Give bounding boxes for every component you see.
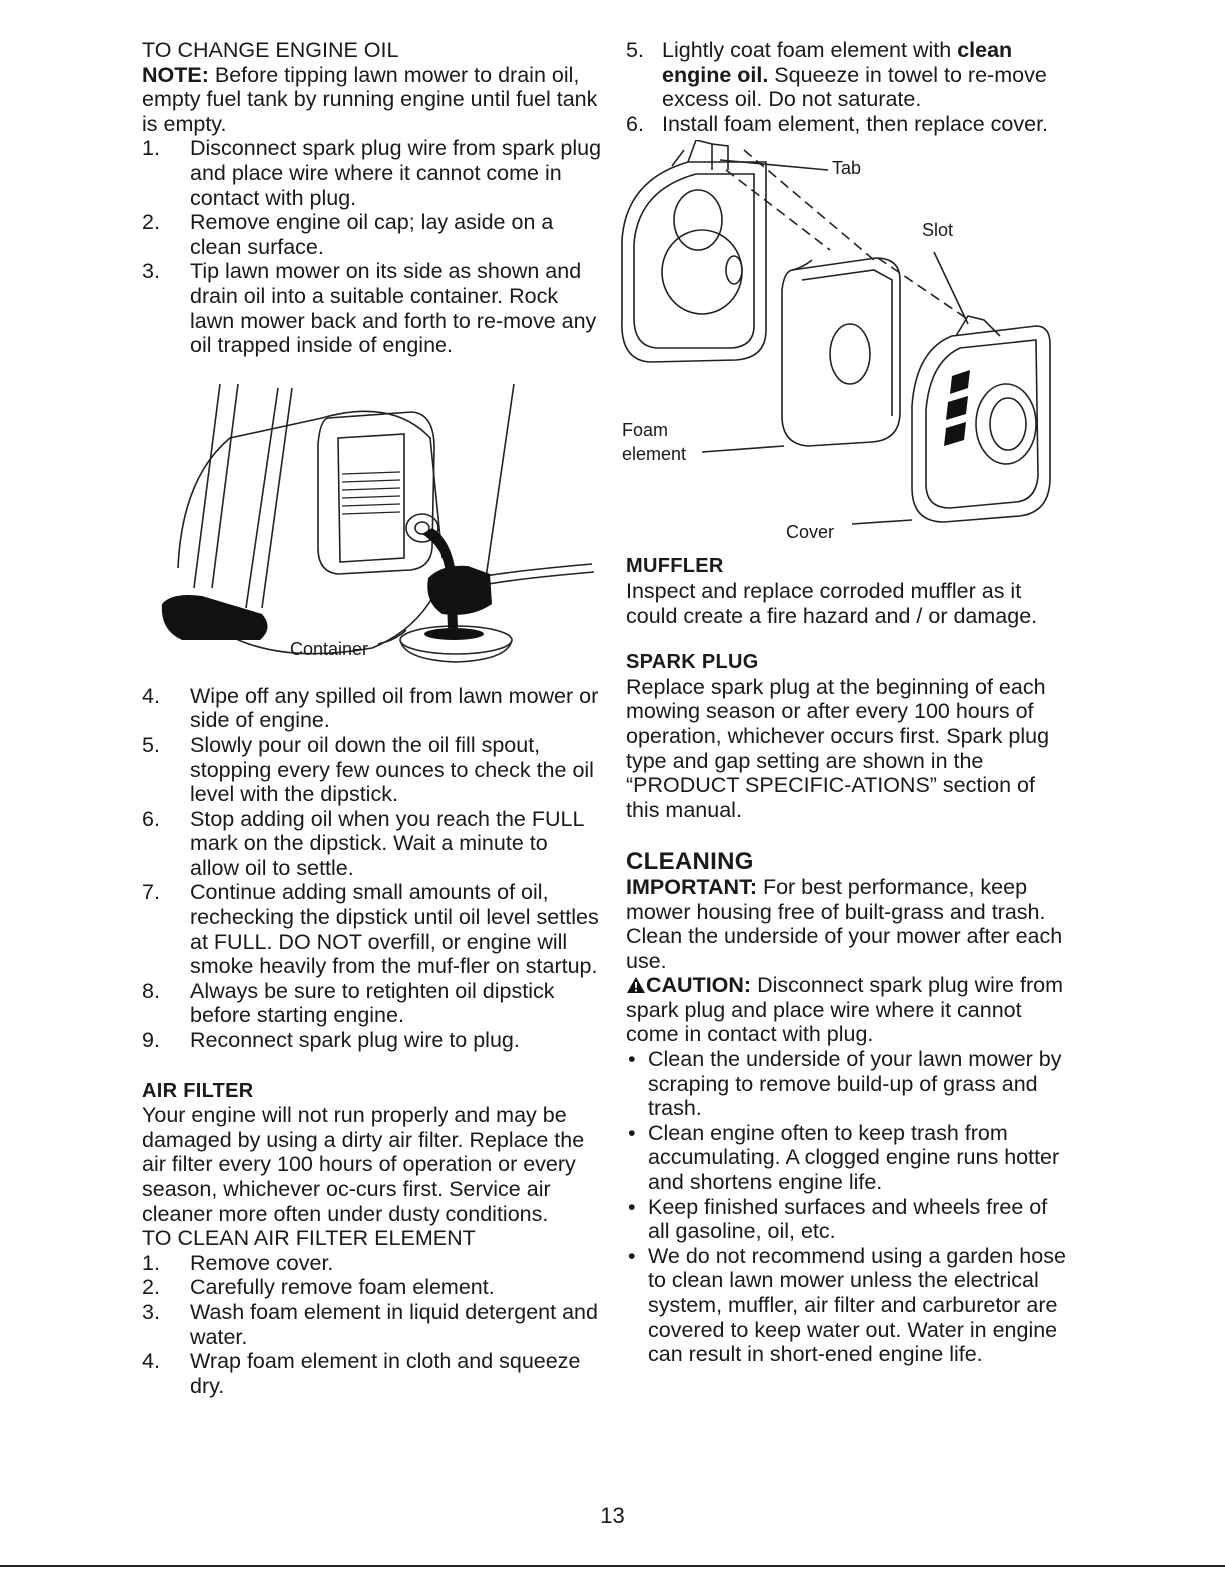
step-text: Remove cover.: [190, 1250, 334, 1275]
step-text: Always be sure to retighten oil dipstick before starting engine.: [190, 978, 555, 1028]
list-item: [142, 1251, 602, 1276]
oil-steps-list-b: [142, 684, 602, 1053]
step-text: Install foam element, then replace cover.: [662, 111, 1049, 136]
spark-plug-text: Replace spark plug at the beginning of each mowing season or after every 100 hours of operation, whichever occurs first. Spark plug type and gap setting are shown in the “PRODUCT SPECIFIC-ATIONS” section of this manual.: [626, 674, 1050, 822]
list-item: • Clean the underside of your lawn mower by scraping to remove build-up of grass and trash.: [628, 1047, 1062, 1121]
step-text: Carefully remove foam element.: [190, 1275, 495, 1300]
step-number: 1.: [142, 136, 160, 161]
step-text: Reconnect spark plug wire to plug.: [190, 1028, 520, 1053]
oil-steps-list-a: [142, 136, 602, 357]
important-text: For best performance, keep mower housing free of built-grass and trash. Clean the underside of your mower after each use.: [626, 874, 1063, 973]
list-item: [626, 112, 1066, 137]
step-text: Disconnect spark plug wire from spark plug and place wire where it cannot come in contact with plug.: [190, 136, 602, 210]
step-text: Wrap foam element in cloth and squeeze dry.: [190, 1349, 581, 1398]
muffler-heading: MUFFLER: [626, 555, 724, 578]
clean-air-filter-heading: TO CLEAN AIR FILTER ELEMENT: [142, 1226, 476, 1251]
bottom-rule: [0, 1565, 1225, 1567]
note-label: NOTE:: [142, 62, 209, 87]
list-item: [142, 1028, 602, 1053]
step-number: 4.: [142, 1349, 160, 1374]
slot-label: Slot: [922, 220, 954, 241]
step-number: 6.: [142, 806, 160, 831]
important-paragraph: [626, 875, 1066, 973]
foam-label-line2: element: [622, 444, 687, 465]
list-item: [142, 807, 602, 881]
list-item: [142, 210, 602, 259]
step-text-bold: clean engine oil.: [662, 38, 1013, 87]
step-text: Wash foam element in liquid detergent and water.: [190, 1299, 598, 1349]
bullet-text: Clean engine often to keep trash from accumulating. A clogged engine runs hotter and shortens engine life.: [648, 1120, 1060, 1195]
step-text: Wipe off any spilled oil from lawn mower or side of engine.: [190, 683, 599, 733]
list-item: [142, 733, 602, 807]
container-label: Container: [290, 638, 369, 659]
list-item: [142, 979, 602, 1028]
tab-label: Tab: [832, 158, 862, 179]
air-filter-text: Your engine will not run properly and may be damaged by using a dirty air filter. Replace the air filter every 100 hours of operation or every season, whichever oc-curs first. Service air cleaner more often under dusty conditions.: [142, 1103, 585, 1226]
note-text: Before tipping lawn mower to drain oil, empty fuel tank by running engine until fuel tank is empty.: [142, 62, 598, 136]
list-item: • We do not recommend using a garden hose to clean lawn mower unless the electrical system, muffler, air filter and carburetor are covered to keep water out. Water in engine can result in short-ened engine life.: [628, 1243, 1066, 1367]
step-text: Slowly pour oil down the oil fill spout, stopping every few ounces to check the oil level with the dipstick.: [190, 732, 594, 807]
step-number: 1.: [142, 1250, 160, 1275]
step-text: Continue adding small amounts of oil, rechecking the dipstick until oil level settles at FULL. DO NOT overfill, or engine will smoke heavily from the muf-fler on startup.: [190, 880, 599, 979]
cleaning-heading: CLEANING: [626, 848, 754, 876]
step-number: 3.: [142, 259, 160, 284]
bullet-text: We do not recommend using a garden hose to clean lawn mower unless the electrical system, muffler, air filter and carburetor are covered to keep water out. Water in engine can result in short-ened engine life.: [648, 1243, 1066, 1367]
foam-label-line1: Foam: [622, 420, 669, 441]
caution-label: CAUTION:: [646, 973, 752, 998]
spark-plug-heading: SPARK PLUG: [626, 651, 759, 674]
step-number: 5.: [142, 732, 160, 757]
step-text: Stop adding oil when you reach the FULL mark on the dipstick. Wait a minute to allow oil to settle.: [190, 806, 584, 880]
list-item: [142, 684, 602, 733]
list-item: [142, 880, 602, 978]
step-number: 4.: [142, 683, 160, 708]
air-filter-steps-list: [142, 1251, 602, 1399]
step-number: 3.: [142, 1299, 160, 1324]
warning-icon: [626, 976, 646, 994]
bullet-text: Keep finished surfaces and wheels free of all gasoline, oil, etc.: [648, 1194, 1048, 1244]
bullet-text: Clean the underside of your lawn mower by scraping to remove build-up of grass and trash.: [648, 1047, 1062, 1121]
caution-paragraph: [626, 973, 1066, 1047]
oil-change-heading: TO CHANGE ENGINE OIL: [142, 38, 399, 62]
step-number: 2.: [142, 1275, 160, 1300]
step-number: 6.: [626, 111, 644, 136]
important-label: IMPORTANT:: [626, 874, 757, 899]
list-item: • Keep finished surfaces and wheels free of all gasoline, oil, etc.: [628, 1194, 1048, 1244]
cleaning-bullet-list: [626, 1047, 1066, 1367]
list-item: [142, 136, 602, 210]
list-item: • Clean engine often to keep trash from accumulating. A clogged engine runs hotter and shortens engine life.: [628, 1120, 1060, 1195]
step-text: Remove engine oil cap; lay aside on a clean surface.: [190, 210, 554, 259]
list-item: [626, 38, 1066, 112]
step-number: 2.: [142, 210, 160, 235]
air-filter-illustration: [616, 140, 1056, 570]
left-column: [142, 38, 602, 1398]
step-text: Lightly coat foam element with: [662, 38, 958, 62]
list-item: [142, 1275, 602, 1300]
air-filter-steps-continued: [626, 38, 1066, 136]
cover-label: Cover: [786, 522, 835, 543]
step-number: 9.: [142, 1028, 160, 1053]
muffler-text: Inspect and replace corroded muffler as it could create a fire hazard and / or damage.: [626, 578, 1038, 628]
page-number: 13: [600, 1503, 625, 1528]
step-text: Squeeze in towel to re-move excess oil. Do not saturate.: [662, 62, 1047, 112]
list-item: [142, 1300, 602, 1349]
step-number: 5.: [626, 38, 644, 62]
right-column: [622, 38, 1066, 1367]
oil-drain-illustration: [142, 378, 602, 678]
caution-text: Disconnect spark plug wire from spark plug and place wire where it cannot come in contact with plug.: [626, 973, 1063, 1047]
step-number: 8.: [142, 978, 160, 1003]
list-item: [142, 1349, 602, 1398]
list-item: [142, 259, 602, 357]
air-filter-heading: AIR FILTER: [142, 1079, 254, 1102]
note-paragraph: [142, 63, 602, 137]
step-text: Tip lawn mower on its side as shown and drain oil into a suitable container. Rock lawn mower back and forth to re-move any oil trapped inside of engine.: [190, 259, 597, 358]
step-number: 7.: [142, 880, 160, 905]
